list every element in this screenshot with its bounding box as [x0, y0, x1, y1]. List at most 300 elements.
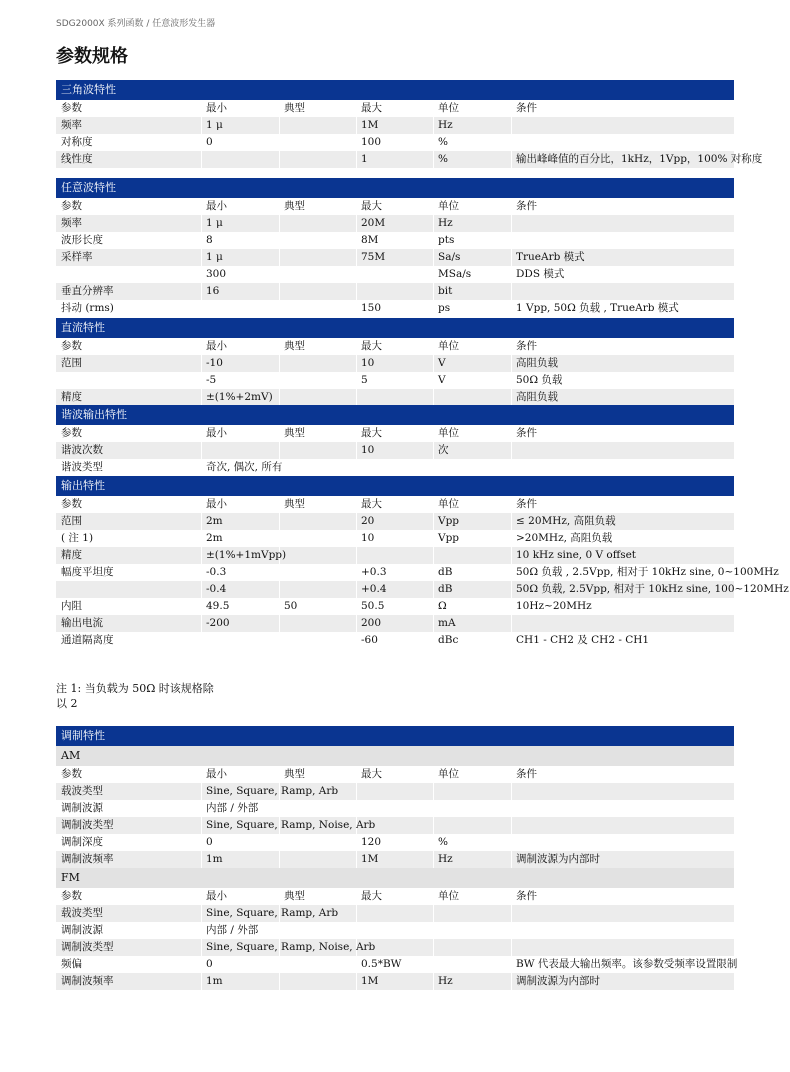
column-divider: [511, 151, 512, 168]
cell-min: 内部 / 外部: [206, 802, 259, 814]
cell-max: 最大: [361, 102, 382, 114]
column-divider: [356, 888, 357, 905]
cell-unit: Vpp: [438, 515, 460, 527]
column-divider: [433, 851, 434, 868]
column-divider: [201, 598, 202, 615]
column-divider: [279, 425, 280, 442]
cell-unit: V: [438, 357, 446, 369]
column-divider: [201, 215, 202, 232]
cell-cond: 条件: [516, 340, 537, 352]
subsection-title-am: AM: [56, 746, 734, 766]
column-divider: [511, 215, 512, 232]
cell-max: 75M: [361, 251, 386, 263]
column-divider: [433, 598, 434, 615]
column-divider: [433, 151, 434, 168]
table-row: [56, 834, 734, 851]
column-divider: [356, 117, 357, 134]
cell-max: 最大: [361, 340, 382, 352]
column-divider: [511, 338, 512, 355]
column-divider: [201, 459, 202, 476]
column-divider: [279, 389, 280, 406]
column-divider: [279, 598, 280, 615]
table-row: [56, 905, 734, 922]
cell-unit: dB: [438, 566, 453, 578]
table-row: [56, 300, 734, 317]
column-divider: [356, 151, 357, 168]
modulation-section: [56, 726, 738, 990]
column-divider: [356, 355, 357, 372]
cell-min: -200: [206, 617, 230, 629]
column-divider: [201, 232, 202, 249]
cell-min: ±(1%+1mVpp): [206, 549, 287, 561]
column-divider: [201, 632, 202, 649]
cell-max: 1M: [361, 119, 379, 131]
column-divider: [511, 783, 512, 800]
column-divider: [201, 817, 202, 834]
column-divider: [433, 355, 434, 372]
column-divider: [279, 564, 280, 581]
section-title: 调制特性: [56, 726, 734, 746]
column-divider: [356, 564, 357, 581]
cell-param: 参数: [61, 890, 82, 902]
column-divider: [433, 956, 434, 973]
cell-unit: Ω: [438, 600, 447, 612]
cell-cond: TrueArb 模式: [516, 251, 585, 263]
column-divider: [356, 922, 357, 939]
column-divider: [356, 100, 357, 117]
cell-unit: Hz: [438, 853, 453, 865]
cell-min: 0: [206, 136, 213, 148]
cell-min: 1m: [206, 975, 223, 987]
cell-unit: Vpp: [438, 532, 460, 544]
column-divider: [511, 283, 512, 300]
cell-max: 8M: [361, 234, 379, 246]
cell-cond: 条件: [516, 102, 537, 114]
cell-typ: 典型: [284, 340, 305, 352]
table-row: [56, 442, 734, 459]
cell-param: 范围: [61, 515, 82, 527]
column-divider: [433, 425, 434, 442]
column-divider: [279, 198, 280, 215]
column-divider: [511, 598, 512, 615]
cell-cond: 条件: [516, 498, 537, 510]
column-divider: [279, 117, 280, 134]
cell-unit: MSa/s: [438, 268, 472, 280]
cell-max: 最大: [361, 890, 382, 902]
column-divider: [511, 496, 512, 513]
column-divider: [433, 266, 434, 283]
cell-max: +0.3: [361, 566, 387, 578]
table-row: [56, 117, 734, 134]
column-divider: [201, 134, 202, 151]
column-divider: [279, 530, 280, 547]
column-divider: [356, 198, 357, 215]
column-divider: [511, 851, 512, 868]
column-divider: [433, 513, 434, 530]
cell-param: 调制波频率: [61, 975, 114, 987]
column-divider: [279, 232, 280, 249]
column-divider: [433, 134, 434, 151]
column-divider: [356, 300, 357, 317]
table-row: [56, 783, 734, 800]
cell-min: 1 μ: [206, 119, 223, 131]
cell-param: 载波类型: [61, 907, 103, 919]
cell-unit: 单位: [438, 340, 459, 352]
column-divider: [201, 513, 202, 530]
cell-cond: 条件: [516, 890, 537, 902]
column-divider: [201, 922, 202, 939]
table-row: [56, 547, 734, 564]
cell-typ: 典型: [284, 768, 305, 780]
harmonic-section: [56, 405, 734, 476]
table-header-row: [56, 100, 734, 117]
table-row: [56, 800, 734, 817]
cell-min: 49.5: [206, 600, 230, 612]
cell-cond: ≤ 20MHz, 高阻负载: [516, 515, 616, 527]
cell-cond: 高阻负载: [516, 391, 558, 403]
cell-min: Sine, Square, Ramp, Arb: [206, 785, 339, 797]
column-divider: [356, 956, 357, 973]
column-divider: [279, 283, 280, 300]
cell-unit: 次: [438, 444, 449, 456]
column-divider: [433, 581, 434, 598]
cell-unit: Hz: [438, 119, 453, 131]
column-divider: [511, 888, 512, 905]
cell-param: 波形长度: [61, 234, 103, 246]
column-divider: [356, 249, 357, 266]
cell-param: 对称度: [61, 136, 93, 148]
column-divider: [433, 300, 434, 317]
cell-min: Sine, Square, Ramp, Noise, Arb: [206, 941, 376, 953]
column-divider: [356, 459, 357, 476]
column-divider: [356, 338, 357, 355]
column-divider: [201, 581, 202, 598]
cell-max: 20: [361, 515, 375, 527]
column-divider: [356, 513, 357, 530]
column-divider: [511, 939, 512, 956]
column-divider: [433, 117, 434, 134]
column-divider: [279, 266, 280, 283]
cell-min: -0.4: [206, 583, 227, 595]
column-divider: [201, 389, 202, 406]
table-header-row: [56, 425, 734, 442]
cell-typ: 典型: [284, 200, 305, 212]
column-divider: [433, 338, 434, 355]
column-divider: [356, 615, 357, 632]
cell-cond: 10Hz~20MHz: [516, 600, 592, 612]
column-divider: [433, 817, 434, 834]
column-divider: [433, 249, 434, 266]
column-divider: [511, 300, 512, 317]
cell-unit: %: [438, 153, 448, 165]
column-divider: [433, 800, 434, 817]
cell-cond: 条件: [516, 427, 537, 439]
table-row: [56, 283, 734, 300]
cell-param: 范围: [61, 357, 82, 369]
column-divider: [279, 834, 280, 851]
cell-param: 抖动 (rms): [61, 302, 114, 314]
cell-min: 最小: [206, 200, 227, 212]
column-divider: [356, 134, 357, 151]
column-divider: [433, 564, 434, 581]
column-divider: [433, 100, 434, 117]
cell-max: 最大: [361, 768, 382, 780]
table-row: [56, 459, 734, 476]
column-divider: [433, 766, 434, 783]
column-divider: [279, 766, 280, 783]
cell-param: 垂直分辨率: [61, 285, 114, 297]
cell-unit: pts: [438, 234, 455, 246]
column-divider: [511, 817, 512, 834]
column-divider: [279, 496, 280, 513]
column-divider: [279, 851, 280, 868]
cell-param: 频率: [61, 217, 82, 229]
column-divider: [511, 389, 512, 406]
table-row: [56, 389, 734, 406]
column-divider: [433, 922, 434, 939]
column-divider: [279, 922, 280, 939]
cell-max: 150: [361, 302, 382, 314]
cell-unit: Hz: [438, 217, 453, 229]
output-section: [56, 476, 789, 649]
column-divider: [356, 372, 357, 389]
cell-cond: >20MHz, 高阻负载: [516, 532, 613, 544]
column-divider: [356, 442, 357, 459]
am-table: [56, 766, 734, 868]
cell-unit: Sa/s: [438, 251, 461, 263]
column-divider: [433, 615, 434, 632]
cell-cond: DDS 模式: [516, 268, 565, 280]
column-divider: [279, 442, 280, 459]
table-header-row: [56, 766, 734, 783]
cell-unit: V: [438, 374, 446, 386]
column-divider: [433, 215, 434, 232]
column-divider: [433, 834, 434, 851]
column-divider: [201, 973, 202, 990]
column-divider: [201, 851, 202, 868]
cell-max: 200: [361, 617, 382, 629]
cell-param: 参数: [61, 340, 82, 352]
cell-cond: 条件: [516, 768, 537, 780]
cell-min: 内部 / 外部: [206, 924, 259, 936]
cell-max: 100: [361, 136, 382, 148]
column-divider: [201, 547, 202, 564]
table-row: [56, 530, 734, 547]
column-divider: [433, 632, 434, 649]
column-divider: [511, 615, 512, 632]
column-divider: [511, 530, 512, 547]
column-divider: [201, 783, 202, 800]
cell-param: ( 注 1): [61, 532, 94, 544]
column-divider: [356, 800, 357, 817]
table-row: [56, 922, 734, 939]
column-divider: [279, 956, 280, 973]
section-title: 直流特性: [56, 318, 734, 338]
column-divider: [201, 283, 202, 300]
cell-param: 调制波源: [61, 802, 103, 814]
column-divider: [511, 134, 512, 151]
column-divider: [433, 442, 434, 459]
table-row: [56, 581, 789, 598]
column-divider: [511, 198, 512, 215]
cell-min: 最小: [206, 498, 227, 510]
cell-min: Sine, Square, Ramp, Arb: [206, 907, 339, 919]
column-divider: [511, 425, 512, 442]
column-divider: [511, 766, 512, 783]
cell-cond: 10 kHz sine, 0 V offset: [516, 549, 637, 561]
cell-cond: 调制波源为内部时: [516, 975, 600, 987]
cell-typ: 典型: [284, 102, 305, 114]
cell-unit: bit: [438, 285, 453, 297]
column-divider: [356, 851, 357, 868]
column-divider: [279, 215, 280, 232]
cell-unit: 单位: [438, 498, 459, 510]
cell-param: 内阻: [61, 600, 82, 612]
column-divider: [201, 564, 202, 581]
footnote: [56, 681, 214, 711]
column-divider: [201, 338, 202, 355]
column-divider: [511, 513, 512, 530]
cell-param: 幅度平坦度: [61, 566, 114, 578]
cell-param: 采样率: [61, 251, 93, 263]
column-divider: [511, 100, 512, 117]
cell-param: 参数: [61, 427, 82, 439]
cell-min: 0: [206, 958, 213, 970]
cell-param: 通道隔离度: [61, 634, 114, 646]
column-divider: [356, 598, 357, 615]
section-title: 输出特性: [56, 476, 734, 496]
cell-max: 0.5*BW: [361, 958, 402, 970]
cell-max: 10: [361, 532, 375, 544]
table-header-row: [56, 338, 734, 355]
cell-max: 1M: [361, 853, 379, 865]
column-divider: [201, 939, 202, 956]
table-row: [56, 615, 734, 632]
cell-max: 1: [361, 153, 368, 165]
cell-unit: 单位: [438, 890, 459, 902]
column-divider: [511, 956, 512, 973]
cell-cond: 输出峰峰值的百分比，1kHz，1Vpp，100% 对称度: [516, 153, 763, 165]
column-divider: [511, 249, 512, 266]
column-divider: [201, 117, 202, 134]
column-divider: [511, 547, 512, 564]
column-divider: [201, 496, 202, 513]
column-divider: [201, 834, 202, 851]
cell-param: 输出电流: [61, 617, 103, 629]
cell-min: 最小: [206, 890, 227, 902]
column-divider: [433, 888, 434, 905]
column-divider: [511, 459, 512, 476]
cell-param: 调制波类型: [61, 819, 114, 831]
column-divider: [279, 800, 280, 817]
column-divider: [511, 266, 512, 283]
column-divider: [511, 834, 512, 851]
column-divider: [201, 100, 202, 117]
table-row: [56, 215, 734, 232]
cell-unit: %: [438, 836, 448, 848]
column-divider: [433, 198, 434, 215]
table-row: [56, 232, 734, 249]
column-divider: [433, 496, 434, 513]
cell-param: 线性度: [61, 153, 93, 165]
column-divider: [279, 632, 280, 649]
column-divider: [356, 973, 357, 990]
cell-min: 1 μ: [206, 251, 223, 263]
table-header-row: [56, 198, 734, 215]
column-divider: [511, 232, 512, 249]
cell-param: 参数: [61, 498, 82, 510]
cell-min: 0: [206, 836, 213, 848]
cell-min: 8: [206, 234, 213, 246]
column-divider: [201, 355, 202, 372]
column-divider: [356, 783, 357, 800]
cell-cond: 条件: [516, 200, 537, 212]
column-divider: [433, 905, 434, 922]
column-divider: [279, 581, 280, 598]
table-row: [56, 513, 734, 530]
cell-max: 最大: [361, 427, 382, 439]
column-divider: [356, 283, 357, 300]
cell-cond: 1 Vpp, 50Ω 负载 , TrueArb 模式: [516, 302, 679, 314]
cell-max: +0.4: [361, 583, 387, 595]
column-divider: [511, 372, 512, 389]
table-row: [56, 134, 734, 151]
column-divider: [433, 939, 434, 956]
cell-min: 最小: [206, 102, 227, 114]
column-divider: [279, 973, 280, 990]
column-divider: [279, 513, 280, 530]
table-row: [56, 973, 734, 990]
cell-min: 2m: [206, 515, 223, 527]
cell-unit: Hz: [438, 975, 453, 987]
column-divider: [356, 547, 357, 564]
column-divider: [511, 117, 512, 134]
column-divider: [279, 338, 280, 355]
column-divider: [433, 389, 434, 406]
cell-min: 1m: [206, 853, 223, 865]
cell-max: 10: [361, 357, 375, 369]
column-divider: [356, 905, 357, 922]
column-divider: [511, 355, 512, 372]
column-divider: [356, 581, 357, 598]
column-divider: [356, 530, 357, 547]
cell-cond: 50Ω 负载: [516, 374, 563, 386]
section-title: 任意波特性: [56, 178, 734, 198]
column-divider: [201, 956, 202, 973]
table-row: [56, 266, 734, 283]
column-divider: [201, 198, 202, 215]
table-row: [56, 564, 779, 581]
column-divider: [511, 581, 512, 598]
column-divider: [201, 372, 202, 389]
arb-section: [56, 178, 734, 317]
column-divider: [279, 100, 280, 117]
footnote-line: 以 2: [56, 697, 78, 710]
column-divider: [433, 232, 434, 249]
cell-max: 5: [361, 374, 368, 386]
cell-min: 2m: [206, 532, 223, 544]
cell-max: 最大: [361, 200, 382, 212]
cell-cond: CH1 - CH2 及 CH2 - CH1: [516, 634, 650, 646]
column-divider: [279, 615, 280, 632]
column-divider: [201, 888, 202, 905]
cell-typ: 典型: [284, 427, 305, 439]
column-divider: [279, 151, 280, 168]
column-divider: [433, 973, 434, 990]
cell-param: 精度: [61, 391, 82, 403]
cell-unit: 单位: [438, 200, 459, 212]
column-divider: [356, 232, 357, 249]
